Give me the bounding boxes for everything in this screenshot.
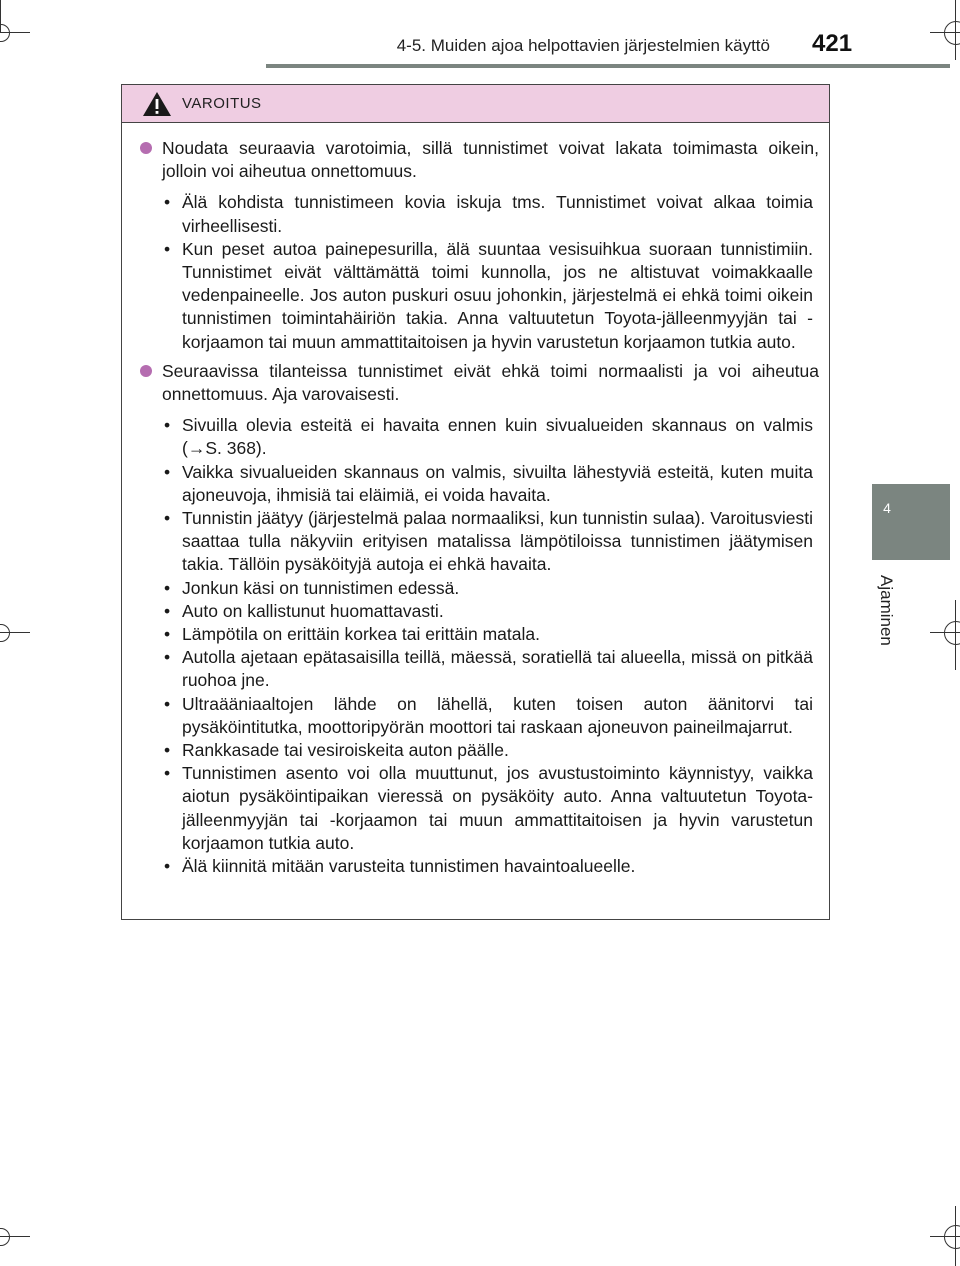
warning-point — [138, 360, 819, 406]
warning-point-text: Noudata seuraavia varotoimia, sillä tunnistimet voivat lakata toimimasta oikein, jolloin voi aiheutua onnettomuus. — [162, 138, 819, 182]
warning-label: VAROITUS — [182, 95, 262, 112]
bullet-item: • Lämpötila on erittäin korkea tai erittäin matala. — [162, 623, 819, 646]
bullet-item: • Vaikka sivualueiden skannaus on valmis, sivuilta lähestyviä esteitä, kuten muita ajoneuvoja, ihmisiä tai eläimiä, ei voida havaita. — [162, 461, 819, 507]
warning-body — [122, 123, 829, 878]
warning-box — [121, 84, 830, 920]
chapter-tab — [872, 484, 950, 560]
warning-triangle-icon — [142, 91, 172, 117]
chapter-label: Ajaminen — [877, 575, 896, 646]
bullet-item: • Rankkasade tai vesiroiskeita auton päälle. — [162, 739, 819, 762]
section-title: 4-5. Muiden ajoa helpottavien järjestelmien käyttö — [396, 36, 770, 55]
bullet-item: • Kun peset autoa painepesurilla, älä suuntaa vesisuihkua suoraan tunnistimiin. Tunnistimet eivät välttämättä toimi kunnolla, jos ne altistuvat voimakkaalle vedenpaineelle. Jos auton puskuri osuu johonkin, järjestelmä ei ehkä toimi oikein tunnistimen toimintahäiriön takia. Anna valtuutetun Toyota-jälleenmyyjän tai -korjaamon tai muun ammattitaitoisen ja hyvin varustetun korjaamon tutkia auto. — [162, 238, 819, 354]
page-number: 421 — [812, 30, 853, 57]
warning-point-text: Seuraavissa tilanteissa tunnistimet eivät ehkä toimi normaalisti ja voi aiheutua onnettomuus. Aja varovaisesti. — [162, 360, 819, 405]
bullet-item: • Tunnistimen asento voi olla muuttunut, jos avustustoiminto käynnistyy, vaikka aiotun pysäköintipaikan vieressä on pysäköity auto. Anna valtuutetun Toyota-jälleenmyyjän tai -korjaamon tai muun ammattitaitoisen ja hyvin varustetun korjaamon tutkia auto. — [162, 762, 819, 855]
bullet-item: • Autolla ajetaan epätasaisilla teillä, mäessä, soratiellä tai alueella, missä on pitkää ruohoa jne. — [162, 646, 819, 692]
header-rule — [266, 64, 950, 68]
warning-header — [122, 85, 829, 123]
warning-point — [138, 137, 819, 183]
bullet-item: • Auto on kallistunut huomattavasti. — [162, 600, 819, 623]
bullet-item: • Älä kohdista tunnistimeen kovia iskuja tms. Tunnistimet voivat alkaa toimia virheellisesti. — [162, 191, 819, 237]
bullet-item: • Tunnistin jäätyy (järjestelmä palaa normaaliksi, kun tunnistin sulaa). Varoitusviesti saattaa tulla näkyviin erityisen matalissa lämpötiloissa tunnistimen jäätymisen takia. Tällöin pysäköityjä autoja ei ehkä havaita. — [162, 507, 819, 577]
bullet-list — [138, 414, 819, 878]
bullet-dot-icon — [140, 142, 152, 154]
bullet-item: • Älä kiinnitä mitään varusteita tunnistimen havaintoalueelle. — [162, 855, 819, 878]
bullet-item: • Ultraääniaaltojen lähde on lähellä, kuten toisen auton äänitorvi tai pysäköintitutka, moottoripyörän moottori tai raskaan ajoneuvon paineilmajarrut. — [162, 693, 819, 739]
bullet-item: • Jonkun käsi on tunnistimen edessä. — [162, 577, 819, 600]
bullet-list — [138, 191, 819, 353]
chapter-number: 4 — [883, 500, 891, 516]
bullet-item: • Sivuilla olevia esteitä ei havaita ennen kuin sivualueiden skannaus on valmis (→S. 368). — [162, 414, 819, 460]
bullet-dot-icon — [140, 365, 152, 377]
